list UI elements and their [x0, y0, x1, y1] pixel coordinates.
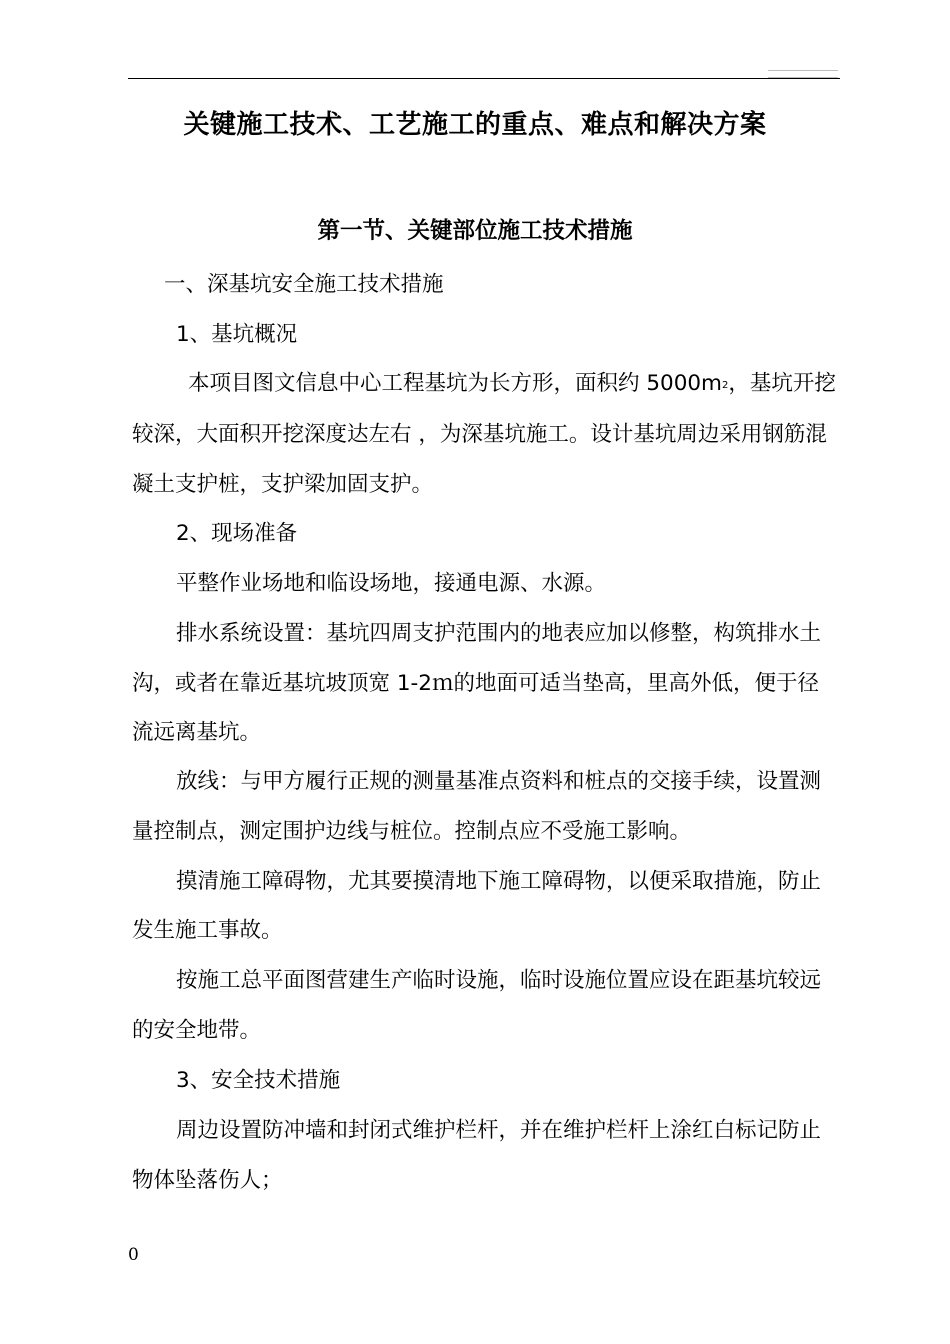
item-heading-2: 2、现场准备: [176, 521, 298, 546]
paragraph-text: ，基坑开挖: [728, 371, 836, 396]
paragraph-line: 物体坠落伤人；: [132, 1168, 283, 1193]
paragraph-line: 放线：与甲方履行正规的测量基准点资料和桩点的交接手续，设置测: [176, 769, 822, 794]
document-title: 关键施工技术、工艺施工的重点、难点和解决方案: [183, 110, 767, 140]
page-number: 0: [128, 1245, 139, 1265]
paragraph-line: 发生施工事故。: [132, 918, 283, 943]
superscript: 2: [722, 380, 729, 391]
section-heading: 第一节、关键部位施工技术措施: [317, 218, 633, 244]
paragraph-line: 摸清施工障碍物，尤其要摸清地下施工障碍物，以便采取措施，防止: [176, 869, 822, 894]
paragraph-line: 排水系统设置：基坑四周支护范围内的地表应加以修整，构筑排水土: [176, 621, 822, 646]
paragraph-line: 凝土支护桩，支护梁加固支护。: [132, 472, 434, 497]
paragraph-line: 流远离基坑。: [132, 720, 262, 745]
item-heading-1: 1、基坑概况: [176, 322, 298, 347]
header-mark: [768, 70, 838, 78]
paragraph-line: [188, 369, 836, 401]
item-heading-3: 3、安全技术措施: [176, 1068, 341, 1093]
paragraph-line: 平整作业场地和临设场地，接通电源、水源。: [176, 571, 607, 596]
subheading-1: 一、深基坑安全施工技术措施: [164, 272, 444, 297]
paragraph-line: 周边设置防冲墙和封闭式维护栏杆，并在维护栏杆上涂红白标记防止: [176, 1118, 822, 1143]
paragraph-text: 本项目图文信息中心工程基坑为长方形，面积约 5000m: [188, 371, 722, 396]
paragraph-line: 按施工总平面图营建生产临时设施，临时设施位置应设在距基坑较远: [176, 968, 822, 993]
paragraph-line: 沟，或者在靠近基坑坡顶宽 1-2ｍ的地面可适当垫高，里高外低，便于径: [132, 671, 819, 696]
paragraph-line: 量控制点，测定围护边线与桩位。控制点应不受施工影响。: [132, 819, 692, 844]
paragraph-line: 的安全地带。: [132, 1018, 262, 1043]
paragraph-line: 较深，大面积开挖深度达左右 ，为深基坑施工。设计基坑周边采用钢筋混: [132, 422, 827, 447]
header-rule: [128, 78, 840, 79]
